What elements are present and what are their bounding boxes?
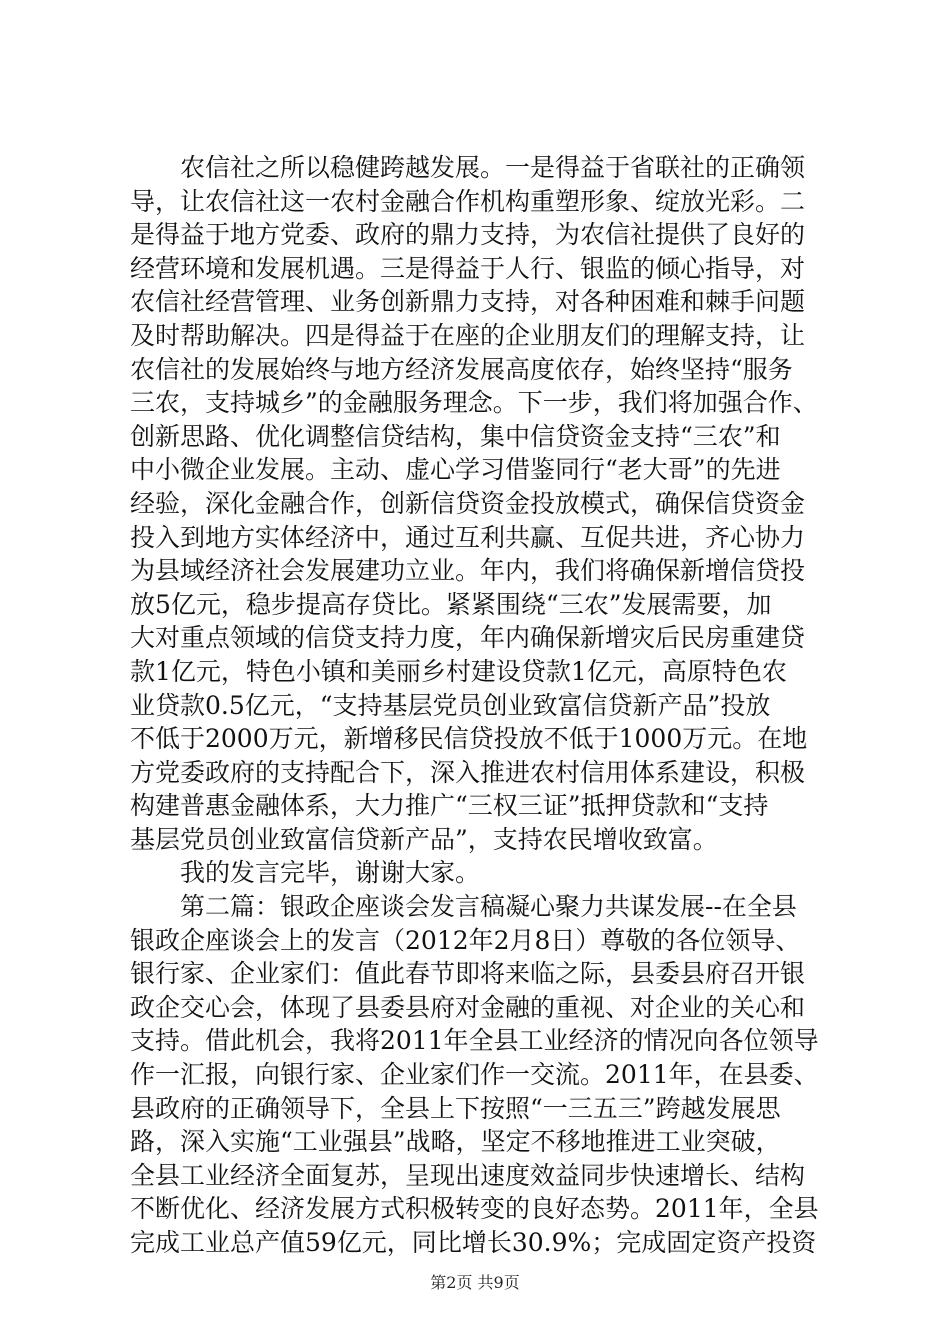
- text-line: 经营环境和发展机遇。三是得益于人行、银监的倾心指导，对: [130, 253, 806, 283]
- text-line: 银政企座谈会上的发言（2012年2月8日）尊敬的各位领导、: [130, 925, 801, 955]
- text-line: 农信社经营管理、业务创新鼎力支持，对各种困难和棘手问题: [130, 287, 806, 317]
- text-line: 不低于2000万元，新增移民信贷投放不低于1000万元。在地: [130, 724, 808, 754]
- text-line: 款1亿元，特色小镇和美丽乡村建设贷款1亿元，高原特色农: [130, 656, 787, 686]
- text-line: 农信社之所以稳健跨越发展。一是得益于省联社的正确领: [180, 153, 806, 182]
- text-line: 创新思路、优化调整信贷结构，集中信贷资金支持“三农”和: [130, 421, 781, 451]
- text-line: 全县工业经济全面复苏，呈现出速度效益同步快速增长、结构: [130, 1160, 806, 1190]
- text-line: 大对重点领域的信贷支持力度，年内确保新增灾后民房重建贷: [130, 623, 806, 653]
- text-line: 投入到地方实体经济中，通过互利共赢、互促共进，齐心协力: [130, 522, 806, 552]
- text-line: 方党委政府的支持配合下，深入推进农村信用体系建设，积极: [130, 757, 806, 787]
- text-line: 为县域经济社会发展建功立业。年内，我们将确保新增信贷投: [130, 556, 806, 586]
- text-line: 作一汇报，向银行家、企业家们作一交流。2011年，在县委、: [130, 1060, 819, 1090]
- text-line: 我的发言完毕，谢谢大家。: [180, 858, 481, 888]
- text-line: 第二篇：银政企座谈会发言稿凝心聚力共谋发展--在全县: [180, 892, 797, 922]
- text-line: 政企交心会，体现了县委县府对金融的重视、对企业的关心和: [130, 992, 806, 1022]
- text-line: 县政府的正确领导下，全县上下按照“一三五三”跨越发展思: [130, 1093, 781, 1123]
- text-line: 银行家、企业家们：值此春节即将来临之际，县委县府召开银: [130, 959, 806, 989]
- text-line: 支持。借此机会，我将2011年全县工业经济的情况向各位领导: [130, 1026, 819, 1056]
- page-footer: 第2页 共9页: [430, 1273, 520, 1292]
- text-line: 放5亿元，稳步提高存贷比。紧紧围绕“三农”发展需要，加: [130, 589, 772, 619]
- text-line: 完成工业总产值59亿元，同比增长30.9%；完成固定资产投资: [130, 1228, 817, 1257]
- text-line: 构建普惠金融体系，大力推广“三权三证”抵押贷款和“支持: [130, 791, 769, 821]
- document-body: [130, 151, 830, 1260]
- text-line: 是得益于地方党委、政府的鼎力支持，为农信社提供了良好的: [130, 220, 806, 250]
- text-line: 导，让农信社这一农村金融合作机构重塑形象、绽放光彩。二: [130, 186, 806, 216]
- text-line: 不断优化、经济发展方式积极转变的良好态势。2011年，全县: [130, 1194, 819, 1224]
- text-line: 农信社的发展始终与地方经济发展高度依存，始终坚持“服务: [130, 354, 793, 384]
- text-line: 三农，支持城乡”的金融服务理念。下一步，我们将加强合作、: [130, 388, 818, 418]
- text-line: 路，深入实施“工业强县”战略，坚定不移地推进工业突破，: [130, 1127, 781, 1157]
- text-line: 中小微企业发展。主动、虚心学习借鉴同行“老大哥”的先进: [130, 455, 781, 485]
- text-line: 基层党员创业致富信贷新产品”，支持农民增收致富。: [130, 824, 718, 854]
- text-line: 经验，深化金融合作，创新信贷资金投放模式，确保信贷资金: [130, 488, 806, 518]
- text-line: 业贷款0.5亿元，“支持基层党员创业致富信贷新产品”投放: [130, 690, 771, 720]
- text-line: 及时帮助解决。四是得益于在座的企业朋友们的理解支持，让: [130, 320, 806, 350]
